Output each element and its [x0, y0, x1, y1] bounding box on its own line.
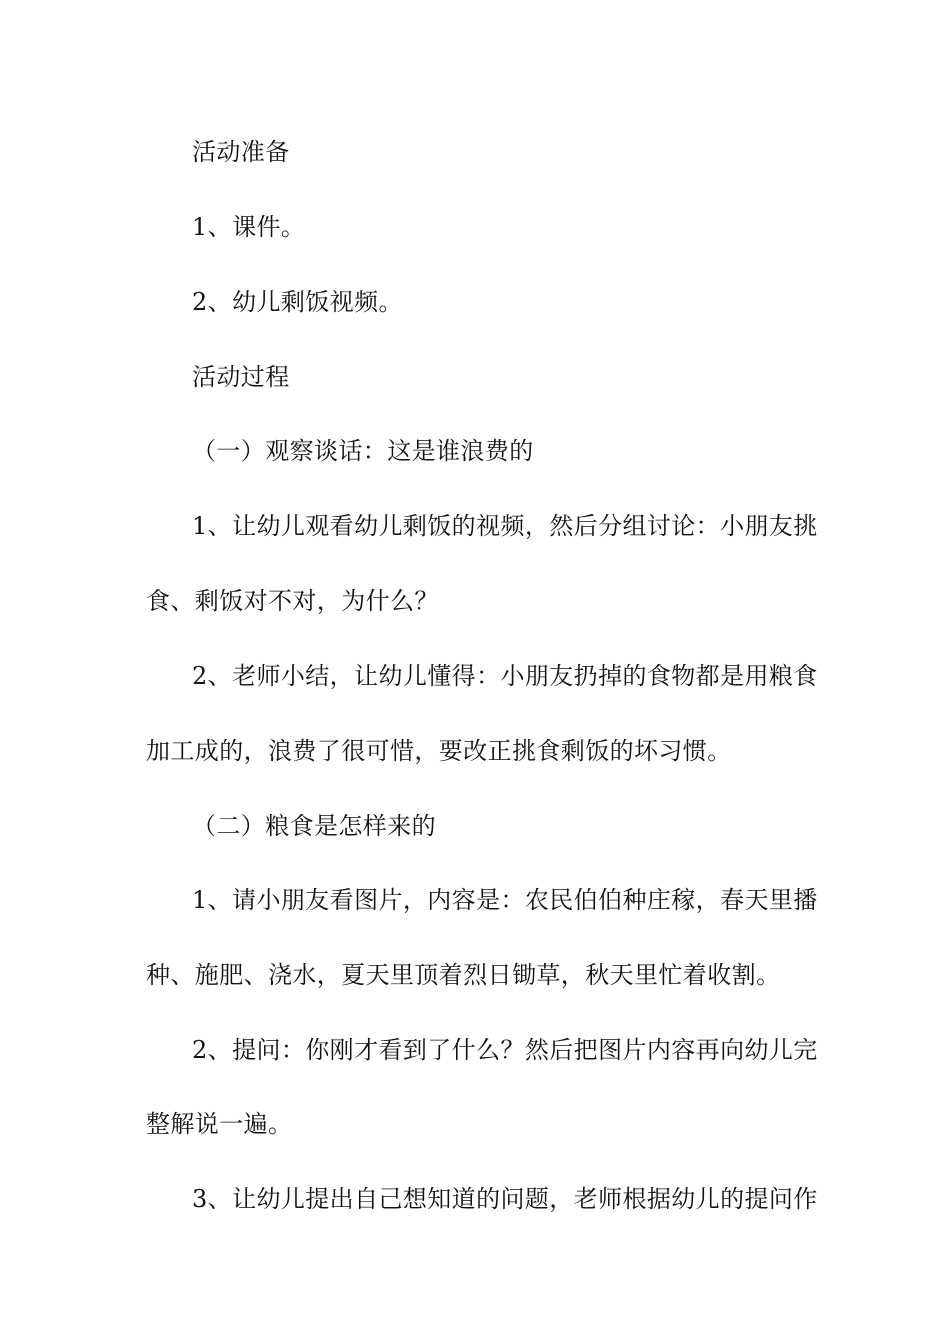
paragraph-line: 食、剩饭对不对，为什么？ [146, 587, 439, 615]
paragraph-line: 种、施肥、浇水，夏天里顶着烈日锄草，秋天里忙着收割。 [146, 961, 781, 989]
subsection-heading: （二）粮食是怎样来的 [192, 812, 436, 840]
paragraph-line: 2、提问：你刚才看到了什么？然后把图片内容再向幼儿完 [192, 1036, 818, 1064]
paragraph-line: 加工成的，浪费了很可惜，要改正挑食剩饭的坏习惯。 [146, 737, 732, 765]
paragraph-line: 3、让幼儿提出自己想知道的问题，老师根据幼儿的提问作 [192, 1185, 818, 1213]
paragraph-line: 2、老师小结，让幼儿懂得：小朋友扔掉的食物都是用粮食 [192, 662, 818, 690]
paragraph-line: 整解说一遍。 [146, 1110, 293, 1138]
section-heading-process: 活动过程 [192, 363, 290, 391]
paragraph-line: 1、请小朋友看图片，内容是：农民伯伯种庄稼，春天里播 [192, 886, 818, 914]
paragraph-line: 1、让幼儿观看幼儿剩饭的视频，然后分组讨论：小朋友挑 [192, 512, 818, 540]
subsection-heading: （一）观察谈话：这是谁浪费的 [192, 437, 534, 465]
section-heading-preparation: 活动准备 [192, 138, 290, 166]
list-item: 2、幼儿剩饭视频。 [192, 288, 403, 316]
list-item: 1、课件。 [192, 213, 306, 241]
